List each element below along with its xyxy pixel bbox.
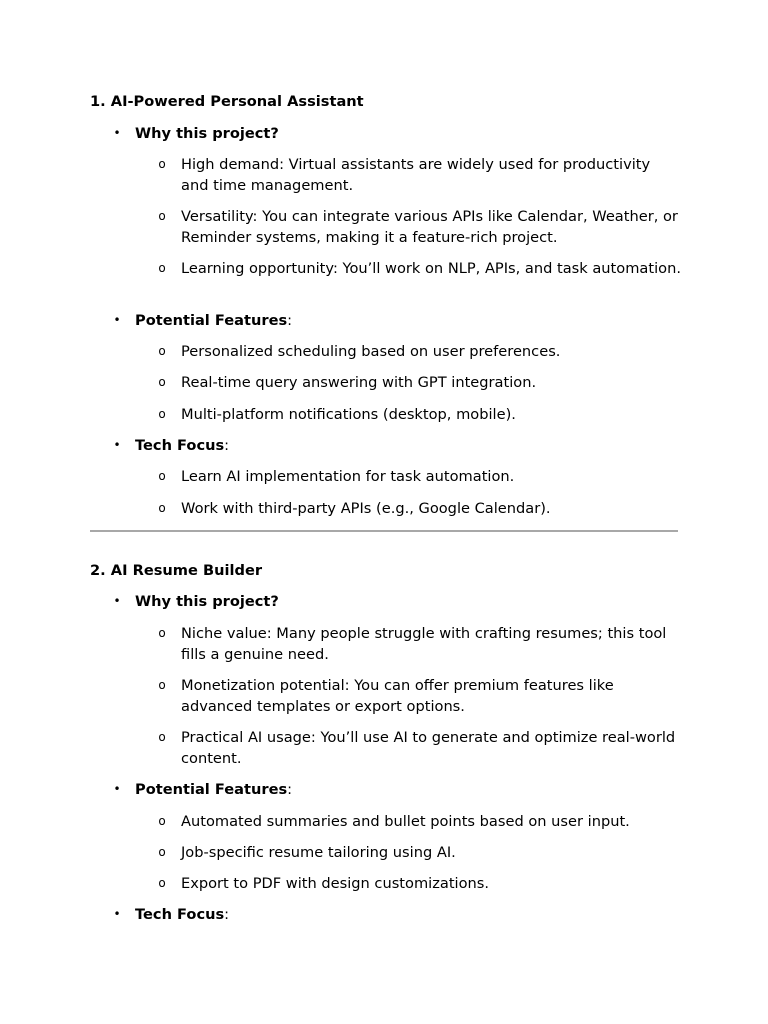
- circle-bullet-icon: o: [158, 344, 166, 358]
- bullet-suffix: :: [287, 312, 293, 329]
- circle-bullet-icon: o: [158, 845, 166, 859]
- circle-bullet-icon: o: [158, 626, 166, 640]
- circle-bullet-icon: o: [158, 501, 166, 515]
- circle-bullet-icon: o: [158, 876, 166, 890]
- circle-bullet-icon: o: [158, 730, 166, 744]
- circle-bullet-icon: o: [158, 261, 166, 275]
- bullet-dot-icon: •: [113, 438, 121, 452]
- bullet-dot-icon: •: [113, 907, 121, 921]
- section-heading: 1. AI-Powered Personal Assistant: [90, 93, 364, 110]
- circle-bullet-icon: o: [158, 209, 166, 223]
- bullet-dot-icon: •: [113, 594, 121, 608]
- bullet-label: Why this project?: [135, 593, 279, 610]
- section-heading: 2. AI Resume Builder: [90, 562, 263, 579]
- circle-bullet-icon: o: [158, 678, 166, 692]
- bullet-suffix: :: [287, 781, 293, 798]
- bullet-label: Tech Focus: [135, 437, 225, 454]
- bullet-label: Potential Features: [135, 781, 288, 798]
- circle-bullet-icon: o: [158, 157, 166, 171]
- circle-bullet-icon: o: [158, 469, 166, 483]
- bullet-suffix: :: [224, 437, 230, 454]
- horizontal-divider: [90, 530, 678, 532]
- circle-bullet-icon: o: [158, 407, 166, 421]
- circle-bullet-icon: o: [158, 375, 166, 389]
- bullet-dot-icon: •: [113, 313, 121, 327]
- circle-bullet-icon: o: [158, 814, 166, 828]
- bullet-dot-icon: •: [113, 782, 121, 796]
- bullet-label: Why this project?: [135, 125, 279, 142]
- bullet-label: Tech Focus: [135, 906, 225, 923]
- bullet-label: Potential Features: [135, 312, 288, 329]
- bullet-suffix: :: [224, 906, 230, 923]
- document-page: 1. AI-Powered Personal Assistant • Why this project? o High demand: Virtual assistants are widely used for productivity and time management. o Versatility: You can integrate various APIs like Calendar, Weather, or Reminder systems, making it a feature-rich project. o Learning opportunity: You’ll work on NLP, APIs, and task automation. • Potential Features: o Personalized scheduling based on user preferences. o Real-time query answering with GPT integration. o Multi-platform notifications (desktop, mobile). • Tech Focus: o Learn AI implementation for task automation. o Work with third-party APIs (e.g., Google Calendar). 2. AI Resume Builder • Why this project? o Niche value: Many people struggle with crafting resumes; this tool fills a genuine need. o Monetization potential: You can offer premium features like advanced templates or export options. o Practical AI usage: You’ll use AI to generate and optimize real-world content. • Potential Features: o Automated summaries and bullet points based on user input. o Job-specific resume tailoring using AI. o Export to PDF with design customizations. • Tech Focus:: [90, 93, 681, 923]
- bullet-dot-icon: •: [113, 126, 121, 140]
